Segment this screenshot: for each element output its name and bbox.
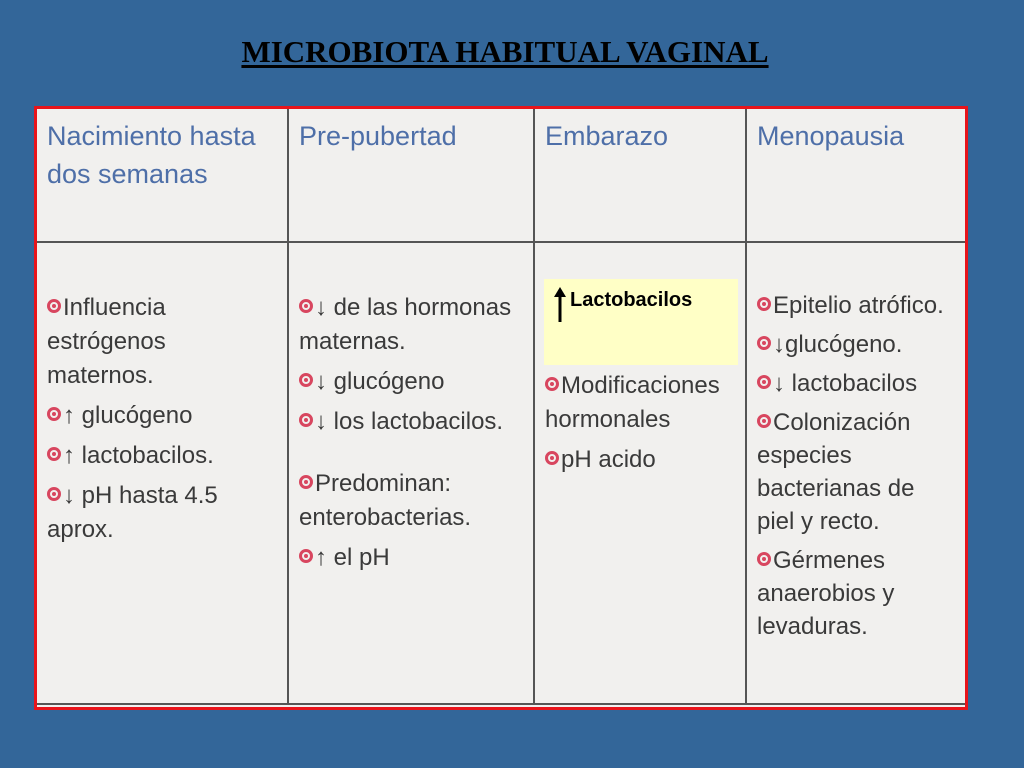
spiral-bullet-icon — [299, 299, 313, 313]
column-prepubertad — [289, 243, 535, 705]
comparison-table — [34, 106, 968, 710]
list-item: ↓ los lactobacilos. — [299, 405, 523, 439]
spiral-bullet-icon — [757, 375, 771, 389]
spiral-bullet-icon — [757, 336, 771, 350]
list-item: ↓glucógeno. — [757, 328, 955, 361]
list-item: Epitelio atrófico. — [757, 289, 955, 322]
lactobacilos-callout — [544, 279, 738, 365]
spiral-bullet-icon — [299, 475, 313, 489]
spiral-bullet-icon — [299, 549, 313, 563]
lactobacilos-label: Lactobacilos — [570, 289, 693, 311]
spiral-bullet-icon — [299, 373, 313, 387]
spiral-bullet-icon — [757, 552, 771, 566]
list-item: Influencia estrógenos maternos. — [47, 294, 166, 389]
header-prepubertad: Pre-pubertad — [289, 109, 535, 243]
list-item: ↓ de las hormonas maternas. — [299, 294, 512, 355]
list-item: Gérmenes anaerobios y levaduras. — [757, 547, 895, 640]
list-item: ↑ el pH — [299, 541, 523, 575]
list-item: Colonización especies bacterianas de piel y recto. — [757, 409, 915, 535]
list-item: Predominan: enterobacterias. — [299, 470, 472, 531]
spiral-bullet-icon — [757, 414, 771, 428]
header-embarazo: Embarazo — [535, 109, 747, 243]
spiral-bullet-icon — [545, 451, 559, 465]
spiral-bullet-icon — [47, 487, 61, 501]
list-item: ↑ lactobacilos. — [47, 439, 277, 473]
up-arrow-icon — [550, 287, 570, 323]
list-item: ↓ pH hasta 4.5 aprox. — [47, 482, 218, 543]
list-item: ↓ lactobacilos — [757, 367, 955, 400]
list-item: ↓ glucógeno — [299, 365, 523, 399]
spiral-bullet-icon — [545, 377, 559, 391]
header-menopausia: Menopausia — [747, 109, 965, 243]
spiral-bullet-icon — [757, 297, 771, 311]
header-nacimiento: Nacimiento hasta dos semanas — [37, 109, 289, 243]
spiral-bullet-icon — [47, 447, 61, 461]
spiral-bullet-icon — [47, 407, 61, 421]
column-nacimiento — [37, 243, 289, 705]
list-item: ↑ glucógeno — [47, 399, 277, 433]
spiral-bullet-icon — [47, 299, 61, 313]
column-menopausia — [747, 243, 965, 705]
list-item: pH acido — [545, 443, 735, 477]
list-item: Modificaciones hormonales — [545, 372, 720, 433]
spiral-bullet-icon — [299, 413, 313, 427]
slide-title: MICROBIOTA HABITUAL VAGINAL — [241, 34, 769, 69]
